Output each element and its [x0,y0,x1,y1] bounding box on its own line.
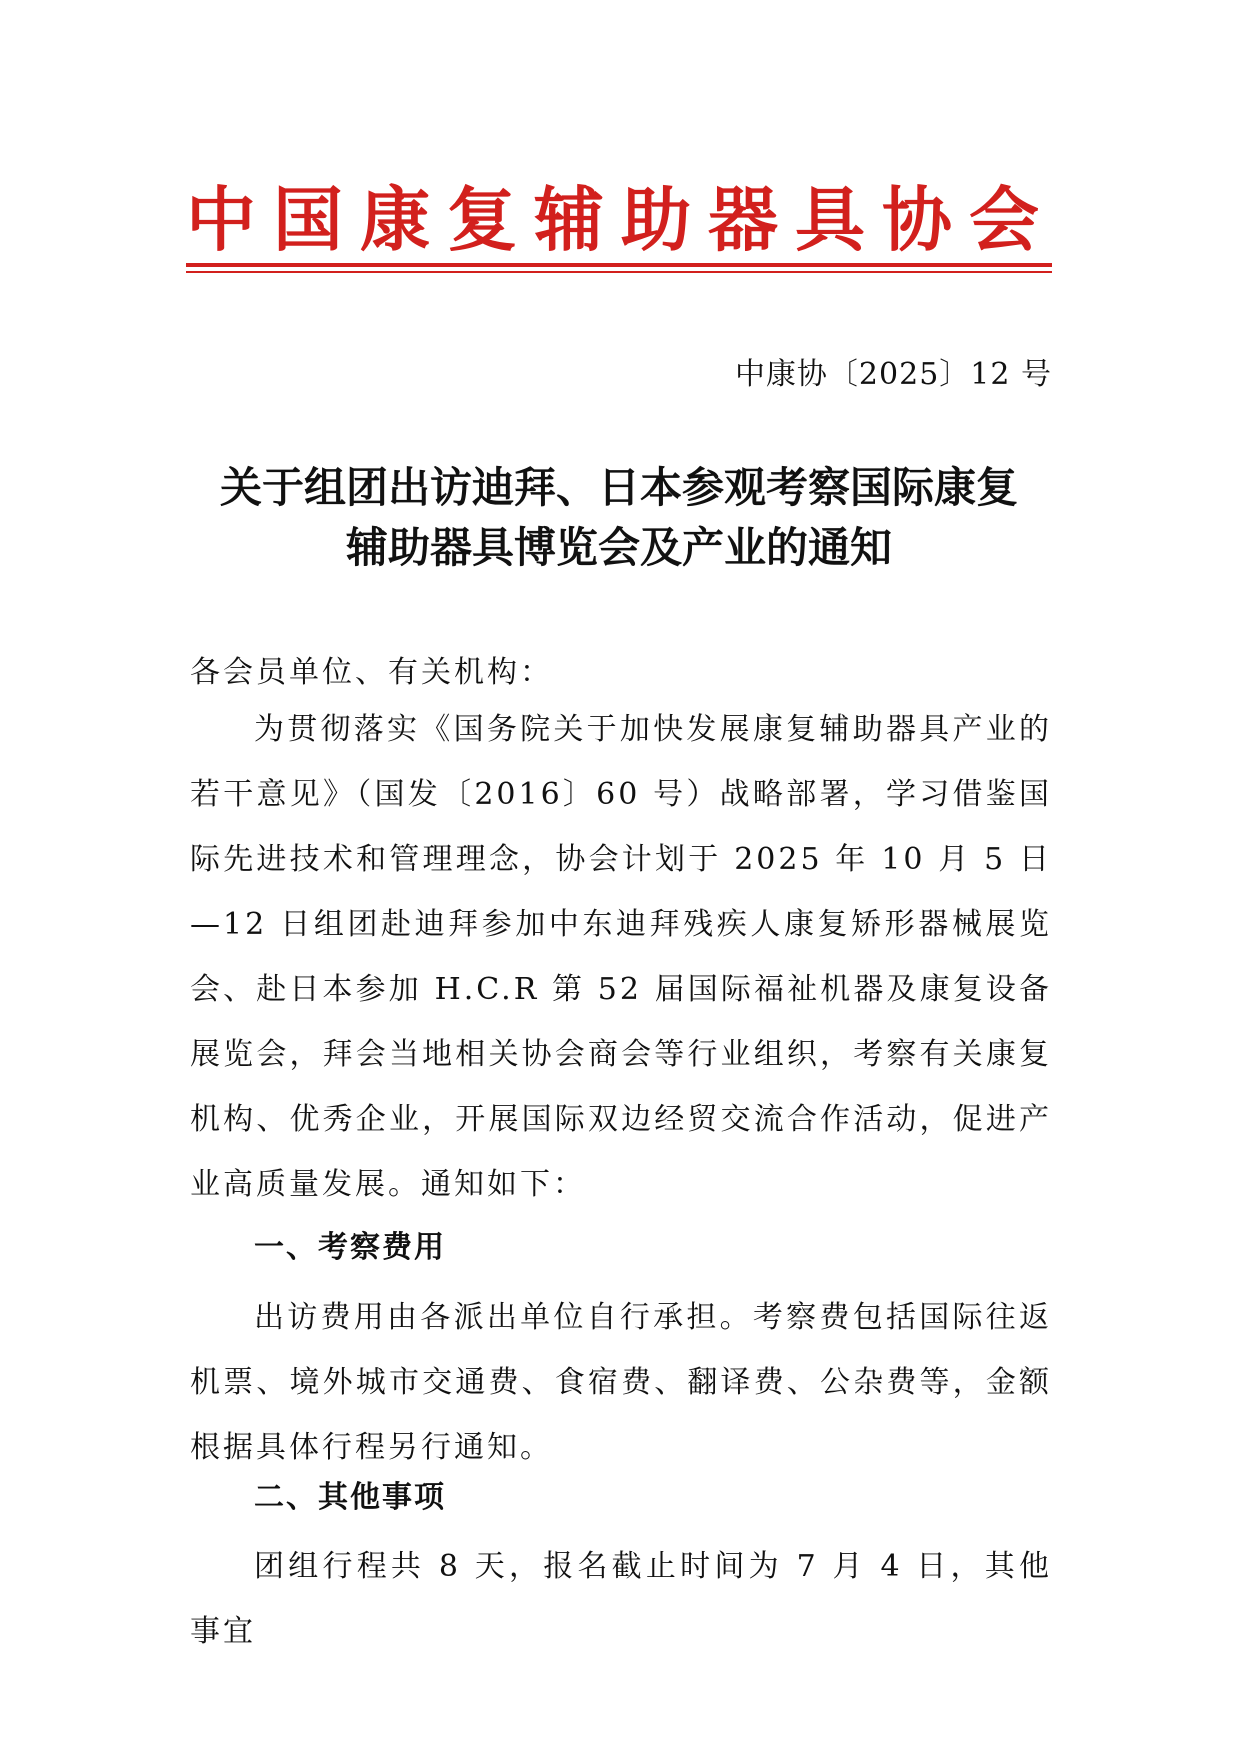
section-heading-fees: 一、考察费用 [254,1230,446,1265]
organization-masthead: 中国康复辅助器具协会 [186,178,1056,261]
document-title [186,458,1052,578]
salutation: 各会员单位、有关机构： [190,655,553,690]
intro-paragraph: 为贯彻落实《国务院关于加快发展康复辅助器具产业的若干意见》（国发〔2016〕60 号）战略部署，学习借鉴国际先进技术和管理理念，协会计划于 2025 年 10 月 5 日—12 日组团赴迪拜参加中东迪拜残疾人康复矫形器械展览会、赴日本参加 H.C.R 第 52 届国际福祉机器及康复设备展览会，拜会当地相关协会商会等行业组织，考察有关康复机构、优秀企业，开展国际双边经贸交流合作活动，促进产业高质量发展。通知如下： [190,712,1052,1202]
masthead-red-rule-thin [186,271,1052,273]
fees-paragraph: 出访费用由各派出单位自行承担。考察费包括国际往返机票、境外城市交通费、食宿费、翻译费、公杂费等，金额根据具体行程另行通知。 [190,1300,1052,1465]
other-paragraph: 团组行程共 8 天，报名截止时间为 7 月 4 日，其他事宜 [190,1549,1052,1649]
title-line-2: 辅助器具博览会及产业的通知 [345,523,892,572]
document-number: 中康协〔2025〕12 号 [734,357,1052,392]
section-heading-other: 二、其他事项 [254,1480,446,1515]
title-line-1: 关于组团出访迪拜、日本参观考察国际康复 [219,463,1018,512]
masthead-red-rule-thick [186,263,1052,267]
